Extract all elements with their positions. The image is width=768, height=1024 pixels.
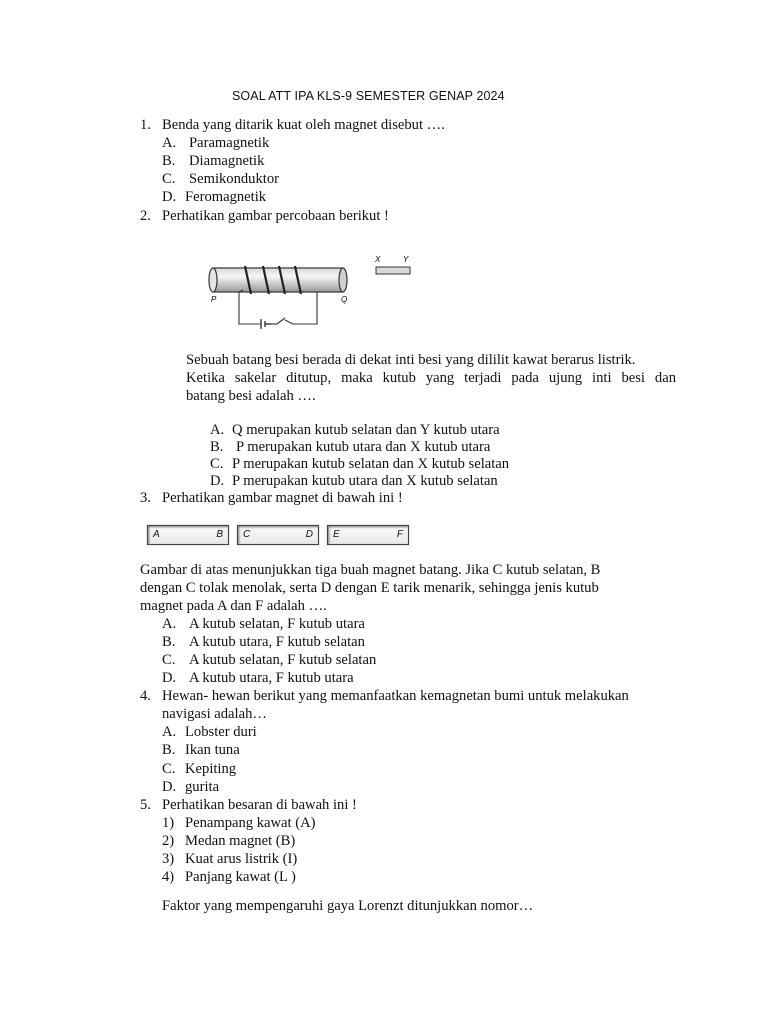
iron-core (209, 268, 347, 292)
option-letter: B. (210, 439, 224, 455)
iron-bar-figure (372, 254, 416, 280)
item-text: Kuat arus listrik (I) (185, 851, 298, 867)
pole-label: C (243, 529, 251, 540)
item-number: 3) (162, 851, 175, 867)
question-text: Hewan- hewan berikut yang memanfaatkan kemagnetan bumi untuk melakukan (162, 688, 629, 704)
question-number: 3. (140, 490, 151, 506)
option-letter: D. (162, 189, 177, 205)
option-letter: A. (210, 422, 225, 438)
option-text: Q merupakan kutub selatan dan Y kutub utara (232, 422, 500, 438)
option-letter: C. (162, 761, 176, 777)
question-description: Sebuah batang besi berada di dekat inti besi yang dililit kawat berarus listrik. (186, 352, 636, 368)
battery-icon (261, 319, 271, 329)
bar-magnet-cd (237, 525, 319, 545)
question-text: Perhatikan gambar magnet di bawah ini ! (162, 490, 403, 506)
switch-icon (277, 318, 285, 324)
item-text: Panjang kawat (L ) (185, 869, 296, 885)
option-letter: D. (162, 670, 177, 686)
question-description: batang besi adalah …. (186, 388, 316, 404)
option-text: gurita (185, 779, 220, 795)
item-number: 1) (162, 815, 175, 831)
question-number: 1. (140, 117, 151, 133)
option-text: Ikan tuna (185, 742, 240, 758)
option-letter: C. (162, 171, 176, 187)
label-y: Y (403, 255, 409, 264)
closing-question: Faktor yang mempengaruhi gaya Lorenzt ditunjukkan nomor… (162, 898, 534, 914)
option-text: Feromagnetik (185, 189, 267, 205)
question-description: magnet pada A dan F adalah …. (140, 598, 327, 614)
item-text: Medan magnet (B) (185, 833, 296, 849)
label-p: P (211, 295, 217, 304)
question-text: Perhatikan gambar percobaan berikut ! (162, 208, 389, 224)
option-letter: B. (162, 634, 176, 650)
option-text: P merupakan kutub utara dan X kutub utara (236, 439, 491, 455)
pole-label: F (396, 529, 403, 540)
question-text: Perhatikan besaran di bawah ini ! (162, 797, 357, 813)
option-text: A kutub utara, F kutub utara (189, 670, 354, 686)
bar-magnet-ab (147, 525, 229, 545)
option-text: Kepiting (185, 761, 237, 777)
question-description: Gambar di atas menunjukkan tiga buah magnet batang. Jika C kutub selatan, B (140, 562, 601, 578)
pole-label: E (333, 529, 340, 540)
question-number: 2. (140, 208, 151, 224)
option-text: A kutub selatan, F kutub utara (189, 616, 365, 632)
option-text: Lobster duri (185, 724, 257, 740)
option-letter: C. (162, 652, 176, 668)
option-letter: D. (162, 779, 177, 795)
option-letter: A. (162, 135, 177, 151)
option-text: P merupakan kutub selatan dan X kutub selatan (232, 456, 510, 472)
item-number: 4) (162, 869, 175, 885)
question-description: dengan C tolak menolak, serta D dengan E tarik menarik, sehingga jenis kutub (140, 580, 599, 596)
question-number: 4. (140, 688, 151, 704)
option-letter: D. (210, 473, 225, 489)
option-letter: A. (162, 616, 177, 632)
pole-label: B (216, 529, 223, 540)
iron-bar (376, 267, 410, 274)
pole-label: D (305, 529, 313, 540)
question-text: Benda yang ditarik kuat oleh magnet disebut …. (162, 117, 445, 133)
bar-magnet-ef (327, 525, 409, 545)
question-number: 5. (140, 797, 151, 813)
option-text: A kutub selatan, F kutub selatan (189, 652, 377, 668)
option-letter: C. (210, 456, 224, 472)
question-text: navigasi adalah… (162, 706, 267, 722)
label-x: X (375, 255, 381, 264)
pole-label: A (153, 529, 160, 540)
label-q: Q (341, 295, 348, 304)
question-description: Ketika sakelar ditutup, maka kutub yang terjadi pada ujung inti besi dan (186, 370, 676, 386)
item-text: Penampang kawat (A) (185, 815, 316, 831)
option-letter: A. (162, 724, 177, 740)
page-title: SOAL ATT IPA KLS-9 SEMESTER GENAP 2024 (232, 89, 505, 103)
item-number: 2) (162, 833, 175, 849)
option-letter: B. (162, 153, 176, 169)
option-letter: B. (162, 742, 176, 758)
option-text: Semikonduktor (189, 171, 279, 187)
option-text: Paramagnetik (189, 135, 270, 151)
circuit-wire (239, 290, 317, 324)
option-text: P merupakan kutub utara dan X kutub selatan (232, 473, 498, 489)
option-text: Diamagnetik (189, 153, 265, 169)
option-text: A kutub utara, F kutub selatan (189, 634, 365, 650)
